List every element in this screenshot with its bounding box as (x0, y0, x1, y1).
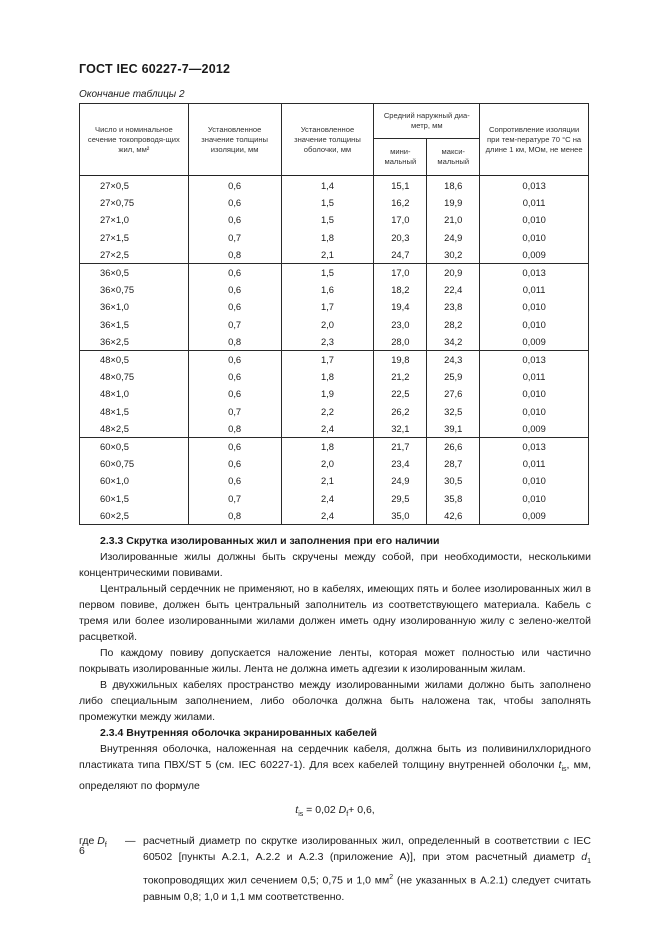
table-row (80, 176, 589, 195)
table-cell: 2,1 (281, 472, 374, 489)
table-row (80, 368, 589, 385)
table-cell: 0,010 (480, 472, 589, 489)
table-cell: 30,2 (427, 246, 480, 264)
table-cell: 48×1,5 (80, 403, 189, 420)
table-cell: 1,8 (281, 229, 374, 246)
table-cell: 60×1,5 (80, 490, 189, 507)
table-cell: 0,011 (480, 194, 589, 211)
table-cell: 27×2,5 (80, 246, 189, 264)
table-cell: 60×0,5 (80, 438, 189, 456)
table-cell: 42,6 (427, 507, 480, 525)
table-cell: 1,9 (281, 385, 374, 402)
table-cell: 0,010 (480, 490, 589, 507)
table-row (80, 507, 589, 525)
table-row (80, 438, 589, 456)
table-cell: 0,011 (480, 281, 589, 298)
table-cell: 20,3 (374, 229, 427, 246)
table-cell: 0,013 (480, 176, 589, 195)
table-cell: 0,010 (480, 298, 589, 315)
table-cell: 48×2,5 (80, 420, 189, 438)
table-cell: 0,8 (188, 507, 281, 525)
section-233-p4: В двухжильных кабелях пространство между изолированными жилами должно быть заполнено либо специальным заполнением, либо оболочка должна быть наложена так, чтобы заполнять промежутки между жилами. (79, 679, 591, 723)
table-cell: 0,009 (480, 333, 589, 351)
body-text (79, 533, 591, 905)
table-cell: 35,0 (374, 507, 427, 525)
table-cell: 2,4 (281, 507, 374, 525)
table-row (80, 298, 589, 315)
table-cell: 0,6 (188, 176, 281, 195)
table-cell: 24,9 (374, 472, 427, 489)
table-cell: 1,7 (281, 298, 374, 315)
table-cell: 25,9 (427, 368, 480, 385)
table-cell: 1,8 (281, 368, 374, 385)
table-cell: 0,6 (188, 298, 281, 315)
table-cell: 2,0 (281, 455, 374, 472)
table-cell: 27×0,75 (80, 194, 189, 211)
table-cell: 20,9 (427, 264, 480, 282)
table-cell: 15,1 (374, 176, 427, 195)
table-cell: 0,010 (480, 229, 589, 246)
table-cell: 1,6 (281, 281, 374, 298)
table-cell: 2,1 (281, 246, 374, 264)
table-row (80, 333, 589, 351)
cable-parameters-table (79, 103, 589, 525)
section-233-p2: Центральный сердечник не применяют, но в кабелях, имеющих пять и более изолированных жил в первом повиве, должен быть центральный заполнитель из соответствующего материала. Кабель с тремя или более изолированными жилами должен иметь одну изолированную жилу с зелено-желтой расцветкой. (79, 583, 591, 643)
table-cell: 32,1 (374, 420, 427, 438)
thickness-formula: $t_{is} = 0,02$ $D_f+ 0,6$, (295, 804, 375, 819)
table-cell: 0,013 (480, 351, 589, 369)
table-row (80, 455, 589, 472)
table-cell: 21,2 (374, 368, 427, 385)
table-row (80, 472, 589, 489)
standard-header: ГОСТ IEC 60227-7—2012 (79, 62, 231, 76)
table-row (80, 194, 589, 211)
section-233-heading: 2.3.3 Скрутка изолированных жил и заполнения при его наличии (100, 535, 440, 547)
table-cell: 0,7 (188, 229, 281, 246)
table-cell: 36×1,0 (80, 298, 189, 315)
table-cell: 60×2,5 (80, 507, 189, 525)
legend-dash: — (125, 835, 136, 848)
table-cell: 0,6 (188, 351, 281, 369)
header-sheath-thickness: Установленное значение толщины оболочки, мм (281, 104, 374, 176)
table-cell: 24,9 (427, 229, 480, 246)
table-row (80, 490, 589, 507)
table-cell: 0,6 (188, 281, 281, 298)
table-cell: 29,5 (374, 490, 427, 507)
table-cell: 0,010 (480, 211, 589, 228)
page-number: 6 (79, 845, 85, 857)
table-cell: 27×1,0 (80, 211, 189, 228)
table-cell: 2,4 (281, 490, 374, 507)
table-cell: 24,3 (427, 351, 480, 369)
table-cell: 35,8 (427, 490, 480, 507)
table-cell: 0,011 (480, 368, 589, 385)
table-cell: 2,3 (281, 333, 374, 351)
table-row (80, 246, 589, 264)
table-cell: 23,8 (427, 298, 480, 315)
table-cell: 0,6 (188, 385, 281, 402)
table-cell: 23,4 (374, 455, 427, 472)
table-cell: 0,6 (188, 211, 281, 228)
table-cell: 28,7 (427, 455, 480, 472)
table-cell: 2,0 (281, 316, 374, 333)
header-max: макси-мальный (427, 139, 480, 176)
table-cell: 21,0 (427, 211, 480, 228)
table-cell: 0,7 (188, 316, 281, 333)
table-cell: 0,6 (188, 368, 281, 385)
table-body (80, 176, 589, 525)
table-cell: 2,2 (281, 403, 374, 420)
table-cell: 27,6 (427, 385, 480, 402)
section-234-p1: Внутренняя оболочка, наложенная на сердечник кабеля, должна быть из поливинилхлоридного пластиката типа ПВХ/ST 5 (см. IEC 60227-1). Для всех кабелей толщину внутренней оболочки $t_{is}$, мм, определяют по формуле (79, 743, 591, 793)
table-cell: 36×0,75 (80, 281, 189, 298)
table-row (80, 351, 589, 369)
table-cell: 48×1,0 (80, 385, 189, 402)
table-cell: 2,4 (281, 420, 374, 438)
table-cell: 39,1 (427, 420, 480, 438)
table-cell: 0,6 (188, 472, 281, 489)
header-min: мини-мальный (374, 139, 427, 176)
table-cell: 32,5 (427, 403, 480, 420)
table-cell: 18,6 (427, 176, 480, 195)
table-cell: 48×0,5 (80, 351, 189, 369)
formula-legend (79, 833, 591, 905)
table-cell: 0,010 (480, 385, 589, 402)
table-cell: 26,2 (374, 403, 427, 420)
header-insulation-resistance: Сопротивление изоляции при тем-пературе 70 °С на длине 1 км, МОм, не менее (480, 104, 589, 176)
table-row (80, 385, 589, 402)
table-row (80, 403, 589, 420)
section-233-p3: По каждому повиву допускается наложение ленты, которая может полностью или частично покрывать изолированные жилы. Лента не должна иметь адгезии к изолированным жилам. (79, 647, 591, 675)
table-cell: 0,7 (188, 490, 281, 507)
table-cell: 19,8 (374, 351, 427, 369)
table-cell: 27×0,5 (80, 176, 189, 195)
table-cell: 1,5 (281, 211, 374, 228)
table-cell: 23,0 (374, 316, 427, 333)
table-row (80, 281, 589, 298)
table-cell: 18,2 (374, 281, 427, 298)
table-cell: 0,009 (480, 420, 589, 438)
table-cell: 17,0 (374, 264, 427, 282)
table-cell: 60×1,0 (80, 472, 189, 489)
table-cell: 0,8 (188, 420, 281, 438)
table-cell: 19,4 (374, 298, 427, 315)
table-cell: 21,7 (374, 438, 427, 456)
header-mean-diameter: Средний наружный диа-метр, мм (374, 104, 480, 139)
table-cell: 0,009 (480, 246, 589, 264)
table-cell: 28,0 (374, 333, 427, 351)
table-cell: 0,6 (188, 264, 281, 282)
table-row (80, 420, 589, 438)
table-cell: 19,9 (427, 194, 480, 211)
header-insulation-thickness: Установленное значение толщины изоляции, мм (188, 104, 281, 176)
table-cell: 0,6 (188, 194, 281, 211)
table-cell: 1,4 (281, 176, 374, 195)
table-row (80, 229, 589, 246)
table-cell: 1,5 (281, 264, 374, 282)
table-cell: 22,4 (427, 281, 480, 298)
table-cell: 0,010 (480, 316, 589, 333)
table-cell: 28,2 (427, 316, 480, 333)
table-cell: 0,8 (188, 246, 281, 264)
legend-text: расчетный диаметр по скрутке изолированных жил, определенный в соответствии с IEC 60502 [пункты А.2.1, А.2.2 и А.2.3 (приложение А)], при этом расчетный диаметр $d_1$ токопроводящих жил сечением 0,5; 0,75 и 1,0 $мм^2$ (не указанных в А.2.1) следует считать равным 0,8; 1,0 и 1,1 мм соответственно. (143, 835, 591, 903)
table-cell: 17,0 (374, 211, 427, 228)
legend-symbol: где $D_f$ (79, 835, 107, 850)
table-cell: 0,013 (480, 264, 589, 282)
section-233-p1: Изолированные жилы должны быть скручены между собой, при необходимости, несколькими концентрическими повивами. (79, 551, 591, 579)
table-cell: 1,8 (281, 438, 374, 456)
table-cell: 0,6 (188, 438, 281, 456)
table-row (80, 316, 589, 333)
table-cell: 0,010 (480, 403, 589, 420)
table-cell: 0,009 (480, 507, 589, 525)
table-caption: Окончание таблицы 2 (79, 89, 185, 100)
table-row (80, 211, 589, 228)
table-cell: 0,6 (188, 455, 281, 472)
table-cell: 1,7 (281, 351, 374, 369)
header-conductors: Число и номинальное сечение токопроводя-щих жил, мм² (80, 104, 189, 176)
table-cell: 1,5 (281, 194, 374, 211)
table-cell: 0,8 (188, 333, 281, 351)
table-row (80, 264, 589, 282)
table-cell: 26,6 (427, 438, 480, 456)
table-cell: 36×2,5 (80, 333, 189, 351)
table-cell: 0,011 (480, 455, 589, 472)
table-cell: 0,7 (188, 403, 281, 420)
table-cell: 36×0,5 (80, 264, 189, 282)
table-cell: 27×1,5 (80, 229, 189, 246)
table-cell: 22,5 (374, 385, 427, 402)
section-234-heading: 2.3.4 Внутренняя оболочка экранированных кабелей (100, 727, 377, 739)
table-cell: 0,013 (480, 438, 589, 456)
table-cell: 16,2 (374, 194, 427, 211)
table-cell: 36×1,5 (80, 316, 189, 333)
table-cell: 34,2 (427, 333, 480, 351)
table-cell: 60×0,75 (80, 455, 189, 472)
table-cell: 24,7 (374, 246, 427, 264)
table-cell: 30,5 (427, 472, 480, 489)
table-cell: 48×0,75 (80, 368, 189, 385)
